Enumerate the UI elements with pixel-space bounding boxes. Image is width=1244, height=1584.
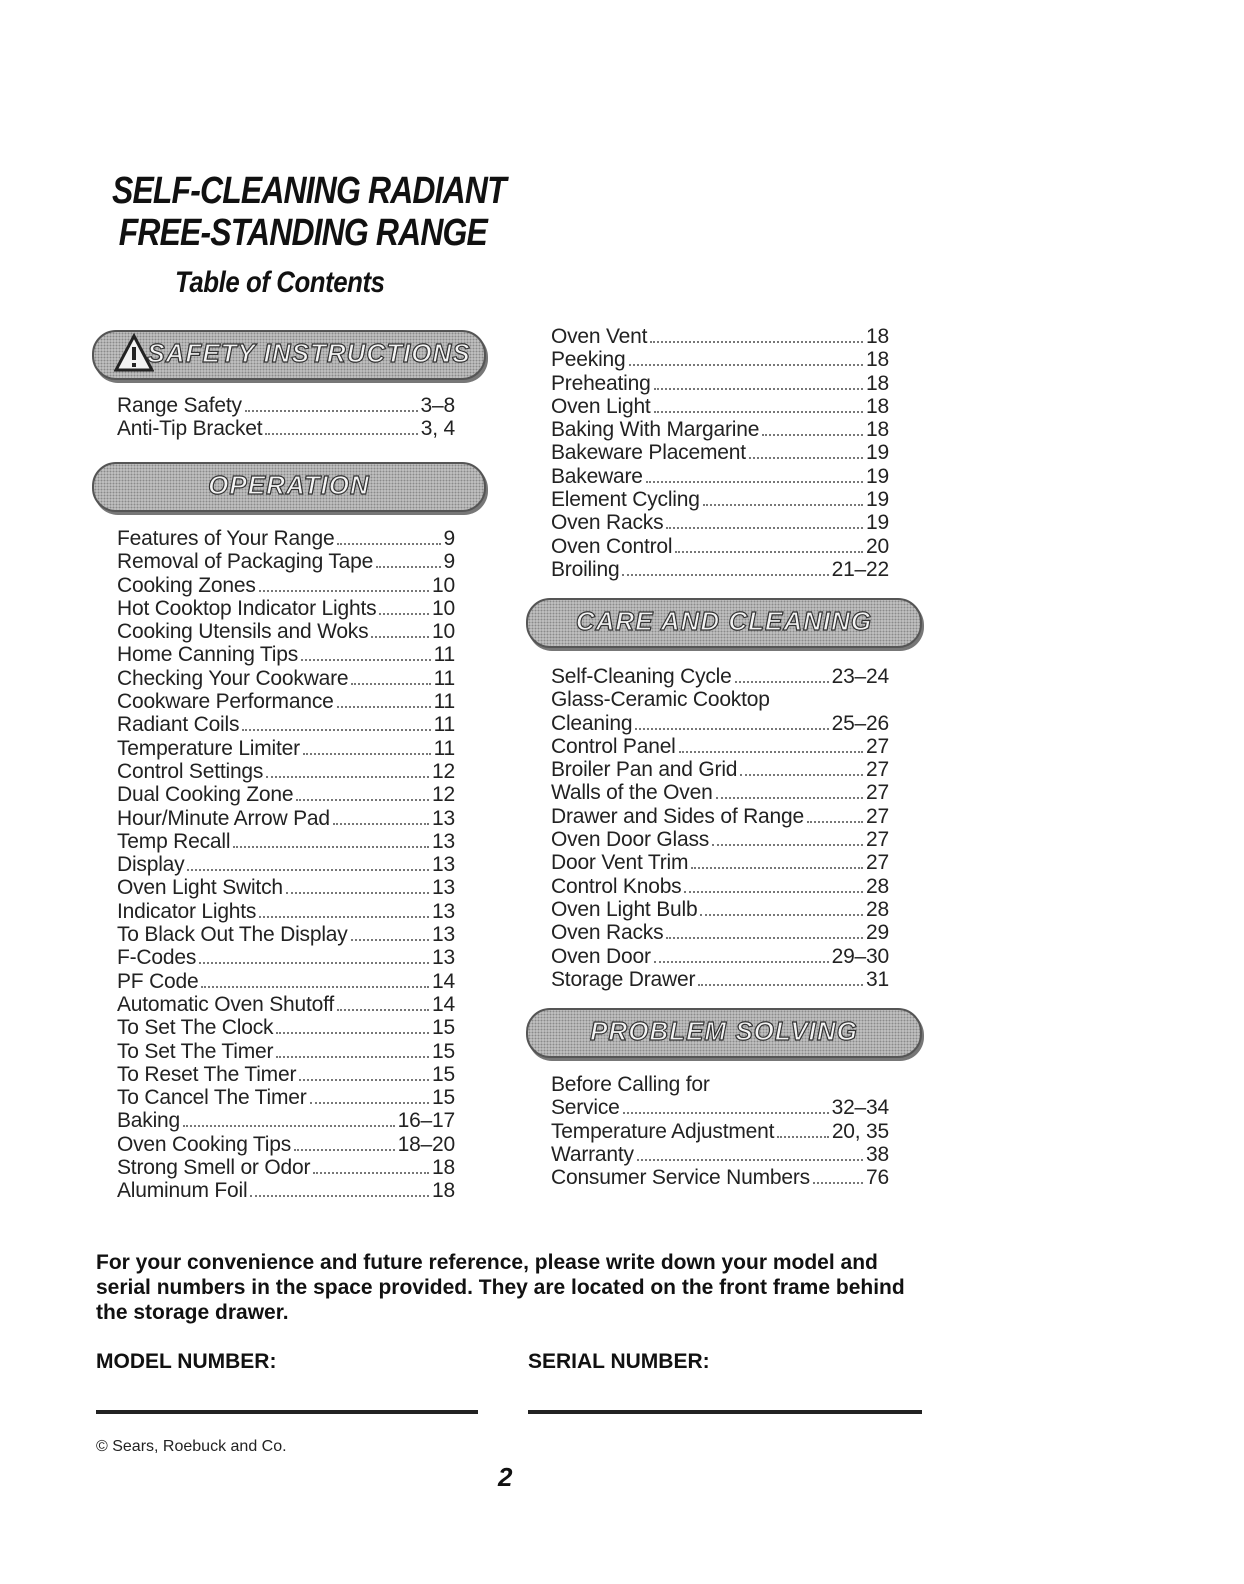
- dot-leader: [749, 457, 863, 459]
- toc-entry-title: Oven Light Switch: [117, 876, 283, 900]
- toc-entry: [551, 1096, 889, 1119]
- toc-entry: [551, 441, 889, 464]
- dot-leader: [245, 410, 418, 412]
- toc-entry: [117, 1133, 455, 1156]
- toc-entry-page: 19: [866, 488, 889, 512]
- toc-entry: [551, 418, 889, 441]
- toc-entry-title: Checking Your Cookware: [117, 666, 349, 690]
- toc-entry-page: 32–34: [831, 1096, 889, 1120]
- toc-entry: [551, 511, 889, 534]
- toc-entry: [551, 898, 889, 921]
- toc-entry-page: 27: [866, 828, 889, 852]
- toc-entry-page: 28: [866, 874, 889, 898]
- banner-label: OPERATION: [208, 470, 370, 500]
- toc-entry-title: Oven Light Bulb: [551, 897, 698, 921]
- toc-entry-page: 11: [433, 736, 455, 760]
- toc-entry-title: Element Cycling: [551, 488, 700, 512]
- operation-continued-toc-list: [551, 325, 889, 581]
- dot-leader: [675, 551, 863, 553]
- toc-entry-title: Display: [117, 853, 185, 877]
- toc-entry: [117, 1109, 455, 1132]
- toc-entry-page: 27: [866, 734, 889, 758]
- toc-entry: [117, 597, 455, 620]
- toc-entry-title: Automatic Oven Shutoff: [117, 992, 335, 1016]
- toc-entry-title: Indicator Lights: [117, 899, 257, 923]
- toc-heading: Table of Contents: [175, 266, 385, 299]
- toc-entry: [551, 558, 889, 581]
- toc-entry-title: Baking With Margarine: [551, 418, 760, 442]
- toc-entry-title: Anti-Tip Bracket: [117, 417, 263, 441]
- toc-entry: [117, 876, 455, 899]
- toc-entry-page: 11: [433, 643, 455, 667]
- toc-entry: [117, 574, 455, 597]
- toc-entry-title: Oven Cooking Tips: [117, 1132, 292, 1156]
- toc-entry-title: Oven Control: [551, 534, 673, 558]
- toc-entry-title: Door Vent Trim: [551, 851, 689, 875]
- toc-entry: [117, 783, 455, 806]
- toc-entry-title: Walls of the Oven: [551, 781, 713, 805]
- toc-entry-title: Cooking Utensils and Woks: [117, 620, 369, 644]
- banner-label: SAFETY INSTRUCTIONS: [147, 338, 471, 368]
- toc-entry-title: Control Panel: [551, 734, 676, 758]
- toc-entry: [117, 1179, 455, 1202]
- toc-entry-title: Strong Smell or Odor: [117, 1156, 311, 1180]
- toc-entry-title: Broiling: [551, 557, 620, 581]
- toc-entry-title: To Set The Clock: [117, 1016, 274, 1040]
- toc-entry-page: 10: [432, 620, 455, 644]
- toc-entry: [551, 372, 889, 395]
- dot-leader: [716, 797, 863, 799]
- toc-entry-title: Control Knobs: [551, 874, 682, 898]
- toc-entry-page: 3, 4: [420, 417, 455, 441]
- dot-leader: [700, 914, 863, 916]
- dot-leader: [650, 341, 863, 343]
- toc-entry-page: 31: [866, 967, 889, 991]
- dot-leader: [637, 1159, 863, 1161]
- toc-entry-page: 12: [432, 759, 455, 783]
- dot-leader: [337, 1009, 429, 1011]
- toc-entry: [551, 968, 889, 991]
- toc-entry: [117, 737, 455, 760]
- toc-entry-page: 27: [866, 758, 889, 782]
- dot-leader: [351, 939, 429, 941]
- toc-entry: [551, 851, 889, 874]
- dot-leader: [703, 504, 863, 506]
- toc-entry: [117, 1063, 455, 1086]
- dot-leader: [294, 1149, 395, 1151]
- toc-entry-page: 9: [443, 527, 455, 550]
- toc-entry-page: 13: [432, 853, 455, 877]
- toc-entry-page: 76: [866, 1166, 889, 1190]
- toc-entry: [117, 853, 455, 876]
- toc-entry-title: F-Codes: [117, 946, 197, 970]
- toc-entry-page: 15: [432, 1016, 455, 1040]
- toc-entry-page: 18: [866, 371, 889, 395]
- toc-entry-title: Oven Racks: [551, 921, 664, 945]
- toc-entry-title: Cleaning: [551, 711, 633, 735]
- dot-leader: [259, 916, 429, 918]
- dot-leader: [813, 1182, 863, 1184]
- toc-entry-page: 18: [432, 1179, 455, 1203]
- toc-entry: [551, 348, 889, 371]
- model-serial-notice: For your convenience and future reference, please write down your model and serial numbers in the space provided. They are located on the front frame behind the storage drawer.: [96, 1251, 905, 1324]
- dot-leader: [296, 799, 429, 801]
- dot-leader: [276, 1032, 429, 1034]
- dot-leader: [698, 984, 863, 986]
- toc-entry-title: Oven Light: [551, 394, 651, 418]
- toc-entry-title: Hour/Minute Arrow Pad: [117, 806, 330, 830]
- toc-entry-page: 19: [866, 511, 889, 535]
- dot-leader: [629, 364, 864, 366]
- toc-entry-title: Removal of Packaging Tape: [117, 550, 374, 574]
- toc-entry-title: Consumer Service Numbers: [551, 1166, 810, 1190]
- toc-entry-page: 27: [866, 781, 889, 805]
- safety-toc-list: [117, 394, 455, 441]
- dot-leader: [691, 867, 863, 869]
- toc-entry: [551, 735, 889, 758]
- toc-entry-page: 28: [866, 897, 889, 921]
- toc-entry-title: Temp Recall: [117, 829, 231, 853]
- dot-leader: [379, 613, 429, 615]
- toc-entry-page: 16–17: [397, 1109, 455, 1133]
- dot-leader: [646, 481, 863, 483]
- toc-entry: [551, 688, 889, 711]
- operation-toc-list: [117, 527, 455, 1203]
- toc-entry: [551, 1073, 889, 1096]
- toc-entry-title: Service: [551, 1096, 620, 1120]
- toc-entry-title: Self-Cleaning Cycle: [551, 665, 732, 688]
- dot-leader: [376, 566, 440, 568]
- title-line-2: FREE-STANDING RANGE: [118, 212, 487, 254]
- copyright-notice: © Sears, Roebuck and Co.: [96, 1438, 287, 1455]
- toc-entry: [117, 1016, 455, 1039]
- toc-entry: [551, 875, 889, 898]
- toc-entry-page: 19: [866, 464, 889, 488]
- toc-entry-page: 3–8: [420, 394, 455, 417]
- toc-entry: [117, 1086, 455, 1109]
- toc-entry-title: Hot Cooktop Indicator Lights: [117, 596, 377, 620]
- dot-leader: [807, 821, 863, 823]
- toc-entry-title: Home Canning Tips: [117, 643, 299, 667]
- toc-entry-title: Aluminum Foil: [117, 1179, 248, 1203]
- toc-entry-page: 10: [432, 596, 455, 620]
- banner-label: PROBLEM SOLVING: [590, 1016, 858, 1046]
- toc-entry-page: 20, 35: [831, 1119, 889, 1143]
- serial-number-write-line: [528, 1410, 922, 1414]
- page-number: 2: [498, 1462, 513, 1492]
- toc-entry-title: Radiant Coils: [117, 713, 240, 737]
- dot-leader: [635, 728, 828, 730]
- toc-entry-page: 10: [432, 573, 455, 597]
- toc-entry: [117, 946, 455, 969]
- serial-number-label: SERIAL NUMBER:: [528, 1350, 710, 1373]
- toc-entry: [117, 900, 455, 923]
- toc-entry-page: 14: [432, 969, 455, 993]
- toc-entry-title: Storage Drawer: [551, 967, 696, 991]
- document-title: [112, 170, 506, 254]
- dot-leader: [301, 659, 431, 661]
- dot-leader: [337, 543, 440, 545]
- toc-entry-title: Range Safety: [117, 394, 242, 417]
- dot-leader: [310, 1102, 429, 1104]
- toc-entry-title: Warranty: [551, 1142, 634, 1166]
- dot-leader: [351, 683, 430, 685]
- toc-entry-title: Features of Your Range: [117, 527, 335, 550]
- toc-entry-title: Oven Racks: [551, 511, 664, 535]
- toc-entry-title: Glass-Ceramic Cooktop: [551, 688, 770, 712]
- dot-leader: [313, 1172, 429, 1174]
- toc-entry: [551, 488, 889, 511]
- toc-entry-page: 14: [432, 992, 455, 1016]
- toc-entry-title: Bakeware Placement: [551, 441, 746, 465]
- dot-leader: [233, 846, 429, 848]
- toc-entry-page: 15: [432, 1039, 455, 1063]
- toc-entry-title: Oven Vent: [551, 325, 648, 348]
- dot-leader: [622, 574, 828, 576]
- toc-entry: [551, 465, 889, 488]
- dot-leader: [777, 1136, 829, 1138]
- toc-entry: [117, 394, 455, 417]
- toc-entry-title: Peeking: [551, 348, 626, 372]
- title-line-1: SELF-CLEANING RADIANT: [112, 170, 506, 212]
- dot-leader: [333, 823, 429, 825]
- toc-entry-title: To Cancel The Timer: [117, 1086, 307, 1110]
- toc-entry-title: Control Settings: [117, 759, 264, 783]
- model-number-label: MODEL NUMBER:: [96, 1350, 277, 1373]
- toc-entry-page: 13: [432, 923, 455, 947]
- toc-entry-page: 20: [866, 534, 889, 558]
- toc-entry: [117, 620, 455, 643]
- toc-entry-title: To Reset The Timer: [117, 1062, 297, 1086]
- toc-entry-page: 29–30: [831, 944, 889, 968]
- toc-entry-title: To Black Out The Display: [117, 923, 348, 947]
- toc-entry-page: 13: [432, 899, 455, 923]
- dot-leader: [259, 590, 429, 592]
- toc-entry: [551, 325, 889, 348]
- toc-entry-title: Cooking Zones: [117, 573, 256, 597]
- toc-entry: [551, 1143, 889, 1166]
- dot-leader: [250, 1195, 429, 1197]
- toc-entry-page: 15: [432, 1062, 455, 1086]
- dot-leader: [762, 434, 863, 436]
- dot-leader: [623, 1112, 829, 1114]
- toc-entry-title: Broiler Pan and Grid: [551, 758, 738, 782]
- problem-solving-toc-list: [551, 1073, 889, 1189]
- toc-entry: [117, 923, 455, 946]
- toc-entry: [551, 1120, 889, 1143]
- toc-entry: [117, 643, 455, 666]
- toc-entry: [551, 758, 889, 781]
- operation-banner: [92, 462, 486, 512]
- dot-leader: [712, 844, 863, 846]
- toc-entry: [551, 805, 889, 828]
- care-and-cleaning-toc-list: [551, 665, 889, 991]
- dot-leader: [265, 433, 417, 435]
- toc-entry-page: 13: [432, 829, 455, 853]
- dot-leader: [654, 961, 829, 963]
- toc-entry-page: 23–24: [831, 665, 889, 688]
- toc-entry-page: 18: [432, 1156, 455, 1180]
- toc-entry-page: 18: [866, 325, 889, 348]
- toc-entry: [117, 527, 455, 550]
- toc-entry: [117, 970, 455, 993]
- dot-leader: [183, 1125, 395, 1127]
- toc-entry: [117, 1040, 455, 1063]
- toc-entry: [551, 945, 889, 968]
- toc-entry: [551, 781, 889, 804]
- toc-entry-title: Cookware Performance: [117, 690, 334, 714]
- toc-entry: [117, 550, 455, 573]
- dot-leader: [303, 753, 431, 755]
- toc-entry: [117, 993, 455, 1016]
- toc-entry-page: 13: [432, 806, 455, 830]
- toc-entry: [117, 760, 455, 783]
- dot-leader: [199, 962, 429, 964]
- dot-leader: [187, 869, 429, 871]
- toc-entry-page: 9: [443, 550, 455, 574]
- toc-entry-title: To Set The Timer: [117, 1039, 274, 1063]
- toc-entry-title: Oven Door: [551, 944, 651, 968]
- toc-entry-title: Before Calling for: [551, 1073, 710, 1096]
- toc-entry: [117, 667, 455, 690]
- toc-entry: [117, 713, 455, 736]
- dot-leader: [299, 1079, 429, 1081]
- toc-entry: [117, 1156, 455, 1179]
- toc-entry: [117, 830, 455, 853]
- dot-leader: [201, 986, 429, 988]
- dot-leader: [679, 751, 863, 753]
- toc-entry-title: PF Code: [117, 969, 199, 993]
- toc-entry-page: 27: [866, 804, 889, 828]
- safety-instructions-banner: [92, 330, 486, 380]
- toc-entry-page: 13: [432, 876, 455, 900]
- toc-entry-page: 21–22: [831, 557, 889, 581]
- dot-leader: [371, 636, 429, 638]
- toc-entry: [117, 807, 455, 830]
- toc-entry: [551, 395, 889, 418]
- toc-entry: [117, 417, 455, 440]
- toc-entry-title: Temperature Adjustment: [551, 1119, 775, 1143]
- toc-entry: [117, 690, 455, 713]
- toc-entry: [551, 921, 889, 944]
- toc-entry-title: Dual Cooking Zone: [117, 783, 294, 807]
- toc-entry-page: 11: [433, 666, 455, 690]
- toc-entry-title: Bakeware: [551, 464, 643, 488]
- dot-leader: [735, 681, 829, 683]
- dot-leader: [654, 388, 863, 390]
- dot-leader: [286, 892, 429, 894]
- dot-leader: [666, 937, 863, 939]
- dot-leader: [740, 774, 863, 776]
- model-number-write-line: [96, 1410, 478, 1414]
- toc-entry-title: Drawer and Sides of Range: [551, 804, 804, 828]
- toc-entry-page: 11: [433, 690, 455, 714]
- toc-entry-page: 19: [866, 441, 889, 465]
- toc-entry-page: 18: [866, 394, 889, 418]
- dot-leader: [684, 891, 863, 893]
- care-and-cleaning-banner: [526, 598, 922, 648]
- toc-entry-title: Preheating: [551, 371, 651, 395]
- toc-entry-page: 11: [433, 713, 455, 737]
- toc-entry-page: 13: [432, 946, 455, 970]
- problem-solving-banner: [526, 1008, 922, 1058]
- toc-entry-page: 18: [866, 348, 889, 372]
- toc-entry-title: Oven Door Glass: [551, 828, 710, 852]
- toc-entry-page: 27: [866, 851, 889, 875]
- toc-entry: [551, 712, 889, 735]
- toc-entry-page: 12: [432, 783, 455, 807]
- toc-entry: [551, 535, 889, 558]
- dot-leader: [654, 411, 863, 413]
- toc-entry: [551, 665, 889, 688]
- toc-entry-page: 38: [866, 1142, 889, 1166]
- dot-leader: [666, 527, 863, 529]
- toc-entry-page: 18: [866, 418, 889, 442]
- toc-entry-title: Temperature Limiter: [117, 736, 300, 760]
- dot-leader: [337, 706, 431, 708]
- dot-leader: [266, 776, 429, 778]
- toc-entry-page: 15: [432, 1086, 455, 1110]
- toc-entry-page: 29: [866, 921, 889, 945]
- dot-leader: [276, 1056, 429, 1058]
- dot-leader: [242, 729, 430, 731]
- toc-entry: [551, 1166, 889, 1189]
- toc-entry-page: 18–20: [397, 1132, 455, 1156]
- banner-label: CARE AND CLEANING: [575, 606, 873, 636]
- toc-entry-page: 25–26: [831, 711, 889, 735]
- toc-entry: [551, 828, 889, 851]
- toc-entry-title: Baking: [117, 1109, 181, 1133]
